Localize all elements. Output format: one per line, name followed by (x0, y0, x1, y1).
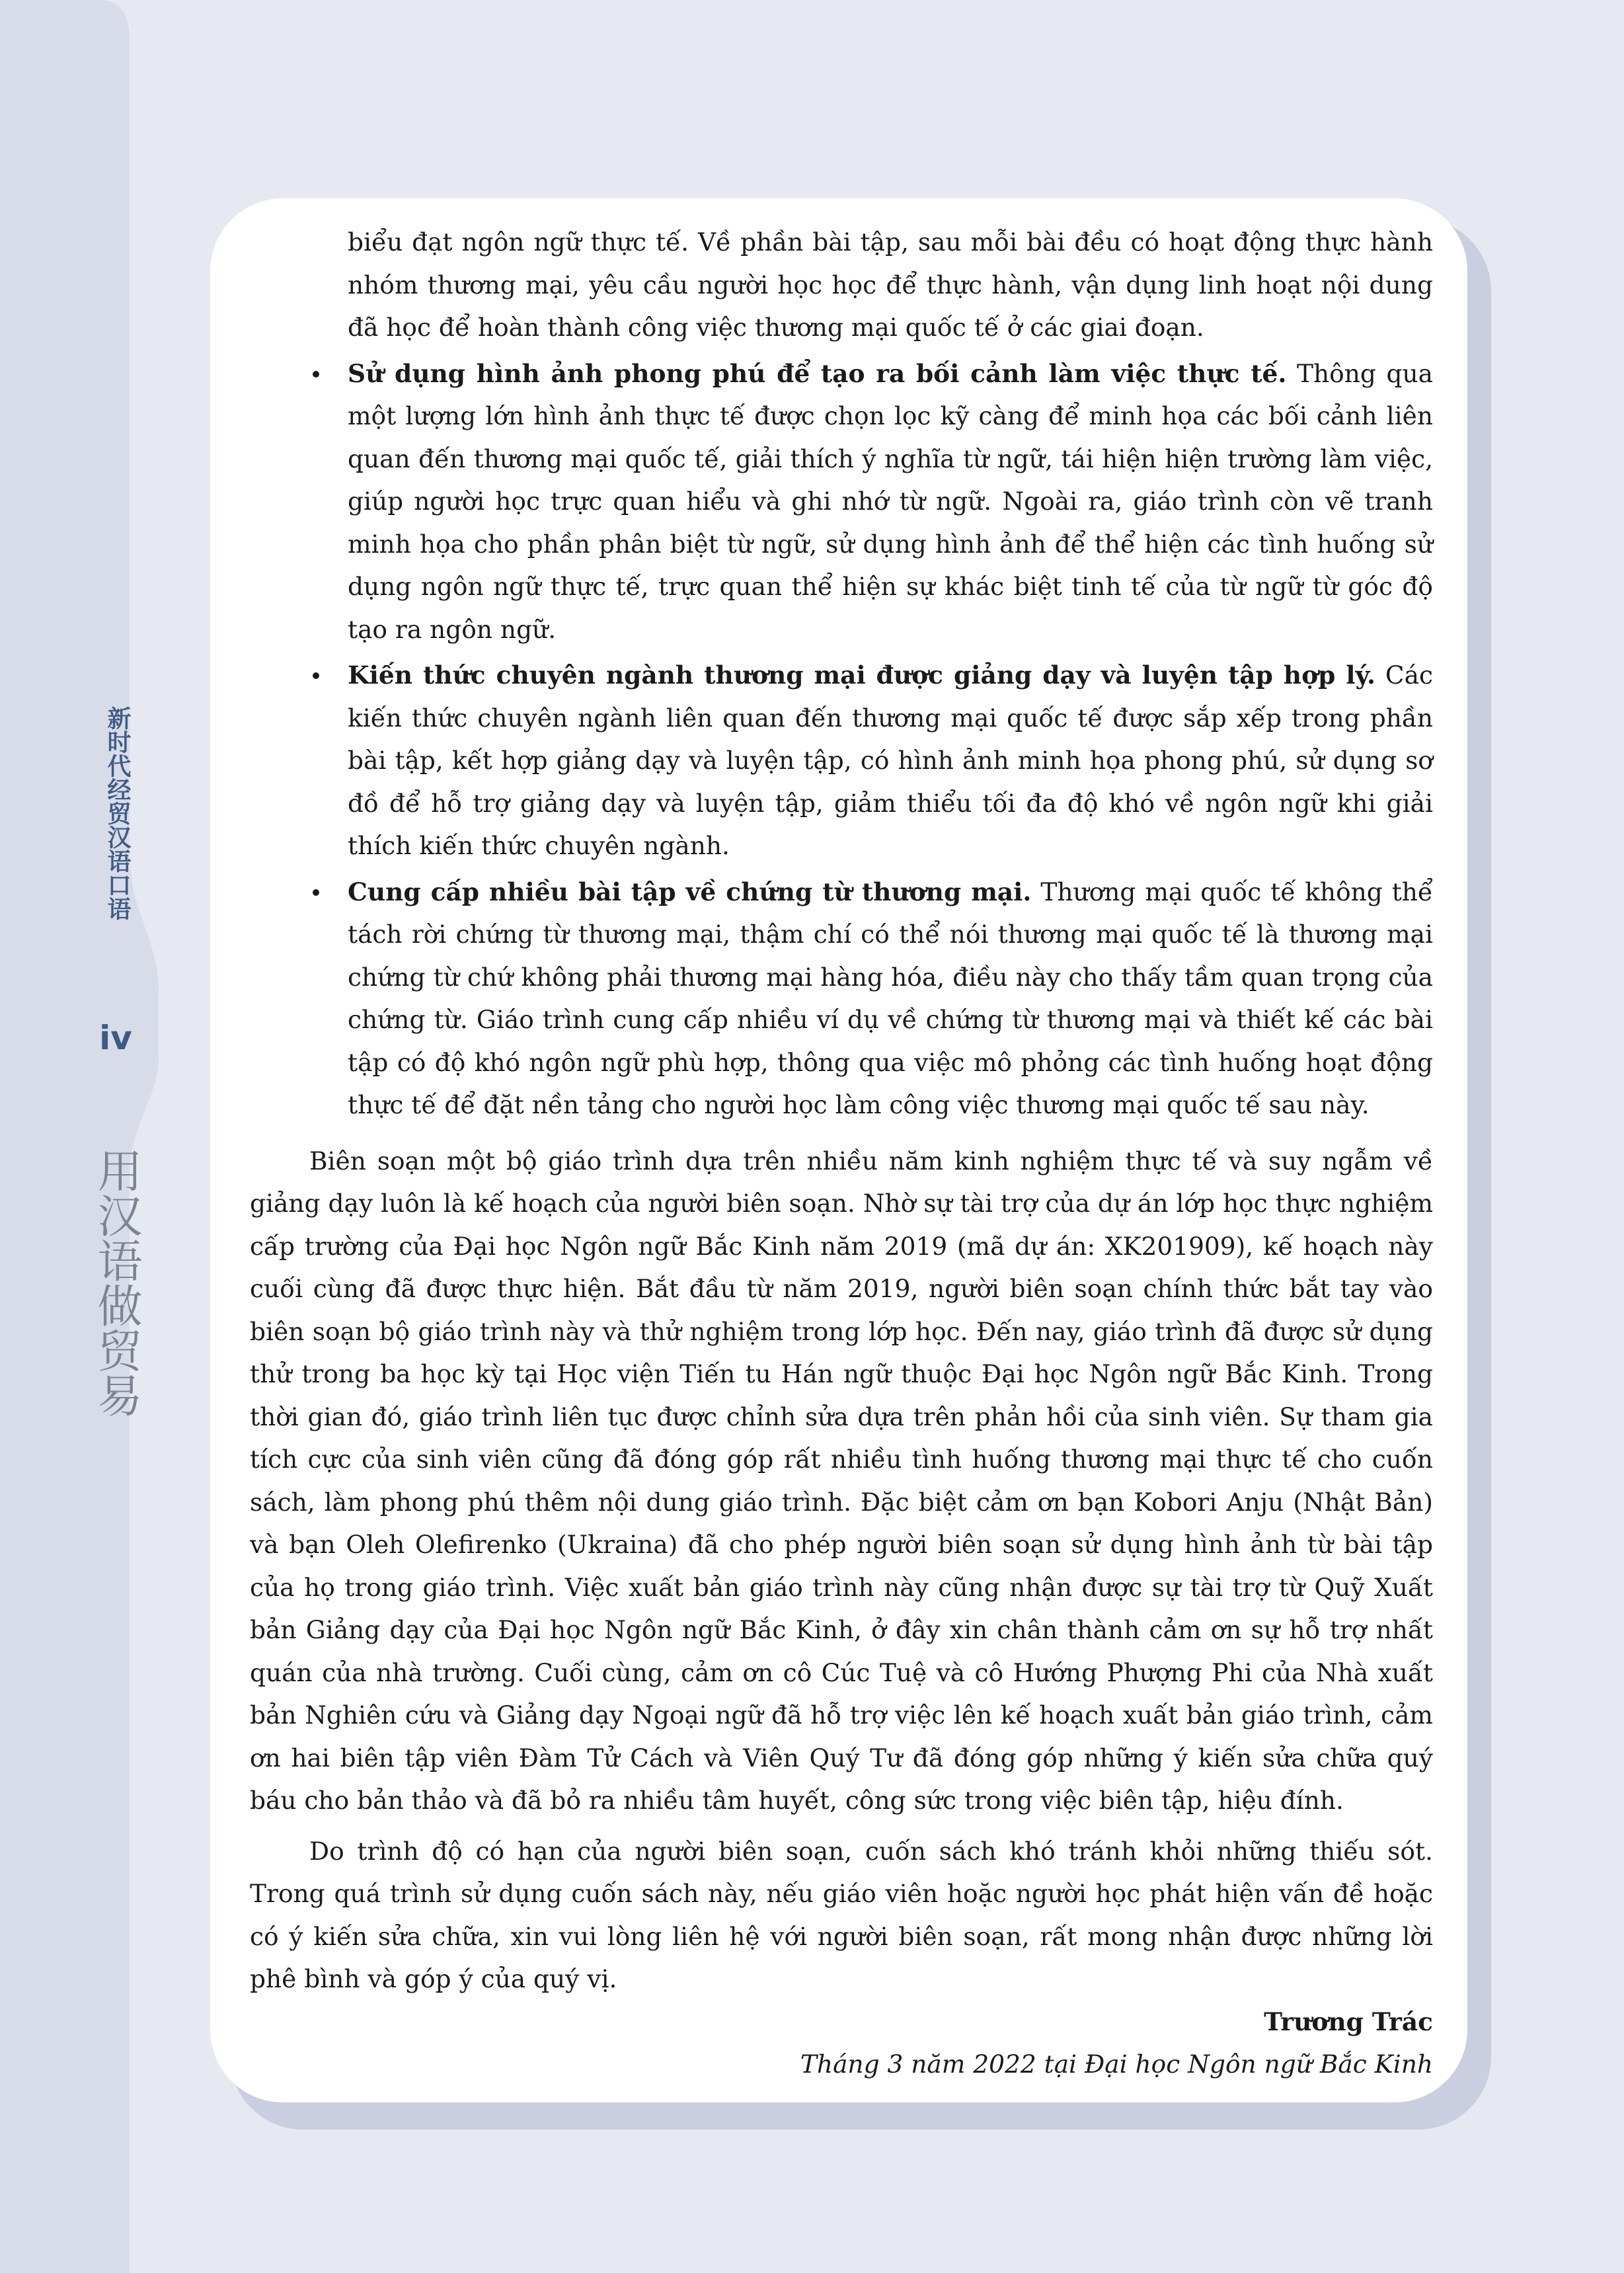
dateline: Tháng 3 năm 2022 tại Đại học Ngôn ngữ Bắc Kinh (800, 2050, 1433, 2079)
list-item (250, 654, 1433, 867)
side-tab-background (0, 0, 218, 2273)
book-title: 用汉语做贸易 (90, 1148, 142, 1417)
list-item-body: Thương mại quốc tế không thể tách rời chứng từ thương mại, thậm chí có thể nói thương mại quốc tế là thương mại chứng từ chứ không phải thương mại hàng hóa, điều này cho thấy tầm quan trọng của chứng từ. Giáo trình cung cấp nhiều ví dụ về chứng từ thương mại và thiết kế các bài tập có độ khó ngôn ngữ phù hợp, thông qua việc mô phỏng các tình huống hoạt động thực tế để đặt nền tảng cho người học làm công việc thương mại quốc tế sau này. (348, 877, 1433, 1119)
feature-list (250, 352, 1433, 1127)
page-body (250, 221, 1433, 2086)
list-item-body: Các kiến thức chuyên ngành liên quan đến thương mại quốc tế được sắp xếp trong phần bài tập, kết hợp giảng dạy và luyện tập, có hình ảnh minh họa phong phú, sử dụng sơ đồ để hỗ trợ giảng dạy và luyện tập, giảm thiểu tối đa độ khó về ngôn ngữ khi giải thích kiến thức chuyên ngành. (348, 660, 1433, 860)
list-item-heading: Sử dụng hình ảnh phong phú để tạo ra bối cảnh làm việc thực tế. (348, 358, 1287, 388)
bullet-icon (313, 672, 319, 679)
list-item (250, 352, 1433, 651)
list-item-heading: Cung cấp nhiều bài tập về chứng từ thương mại. (348, 877, 1032, 906)
bullet-icon (313, 889, 319, 896)
bullet-icon (313, 371, 319, 378)
series-title: 新时代经贸汉语口语 (104, 706, 131, 920)
list-item (250, 871, 1433, 1127)
acknowledgement-paragraph: Biên soạn một bộ giáo trình dựa trên nhiều năm kinh nghiệm thực tế và suy ngẫm về giảng dạy luôn là kế hoạch của người biên soạn. Nhờ sự tài trợ của dự án lớp học thực nghiệm cấp trường của Đại học Ngôn ngữ Bắc Kinh năm 2019 (mã dự án: XK201909), kế hoạch này cuối cùng đã được thực hiện. Bắt đầu từ năm 2019, người biên soạn chính thức bắt tay vào biên soạn bộ giáo trình này và thử nghiệm trong lớp học. Đến nay, giáo trình đã được sử dụng thử trong ba học kỳ tại Học viện Tiến tu Hán ngữ thuộc Đại học Ngôn ngữ Bắc Kinh. Trong thời gian đó, giáo trình liên tục được chỉnh sửa dựa trên phản hồi của sinh viên. Sự tham gia tích cực của sinh viên cũng đã đóng góp rất nhiều tình huống thương mại thực tế cho cuốn sách, làm phong phú thêm nội dung giáo trình. Đặc biệt cảm ơn bạn Kobori Anju (Nhật Bản) và bạn Oleh Olefirenko (Ukraina) đã cho phép người biên soạn sử dụng hình ảnh từ bài tập của họ trong giáo trình. Việc xuất bản giáo trình này cũng nhận được sự tài trợ từ Quỹ Xuất bản Giảng dạy của Đại học Ngôn ngữ Bắc Kinh, ở đây xin chân thành cảm ơn sự hỗ trợ nhất quán của nhà trường. Cuối cùng, cảm ơn cô Cúc Tuệ và cô Hướng Phượng Phi của Nhà xuất bản Nghiên cứu và Giảng dạy Ngoại ngữ đã hỗ trợ việc lên kế hoạch xuất bản giáo trình, cảm ơn hai biên tập viên Đàm Tử Cách và Viên Quý Tư đã đóng góp những ý kiến sửa chữa quý báu cho bản thảo và đã bỏ ra nhiều tâm huyết, công sức trong việc biên tập, hiệu đính. (250, 1146, 1433, 1815)
page-number: iv (99, 1019, 132, 1057)
author-signature: Trương Trác (1264, 2007, 1433, 2036)
list-item-heading: Kiến thức chuyên ngành thương mại được giảng dạy và luyện tập hợp lý. (348, 660, 1376, 690)
lead-paragraph: biểu đạt ngôn ngữ thực tế. Về phần bài tập, sau mỗi bài đều có hoạt động thực hành nhóm thương mại, yêu cầu người học học để thực hành, vận dụng linh hoạt nội dung đã học để hoàn thành công việc thương mại quốc tế ở các giai đoạn. (348, 227, 1433, 342)
closing-paragraph: Do trình độ có hạn của người biên soạn, cuốn sách khó tránh khỏi những thiếu sót. Trong quá trình sử dụng cuốn sách này, nếu giáo viên hoặc người học phát hiện vấn đề hoặc có ý kiến sửa chữa, xin vui lòng liên hệ với người biên soạn, rất mong nhận được những lời phê bình và góp ý của quý vị. (250, 1836, 1433, 1993)
list-item-body: Thông qua một lượng lớn hình ảnh thực tế được chọn lọc kỹ càng để minh họa các bối cảnh liên quan đến thương mại quốc tế, giải thích ý nghĩa từ ngữ, tái hiện hiện trường làm việc, giúp người học trực quan hiểu và ghi nhớ từ ngữ. Ngoài ra, giáo trình còn vẽ tranh minh họa cho phần phân biệt từ ngữ, sử dụng hình ảnh để thể hiện các tình huống sử dụng ngôn ngữ thực tế, trực quan thể hiện sự khác biệt tinh tế của từ ngữ từ góc độ tạo ra ngôn ngữ. (348, 358, 1433, 644)
